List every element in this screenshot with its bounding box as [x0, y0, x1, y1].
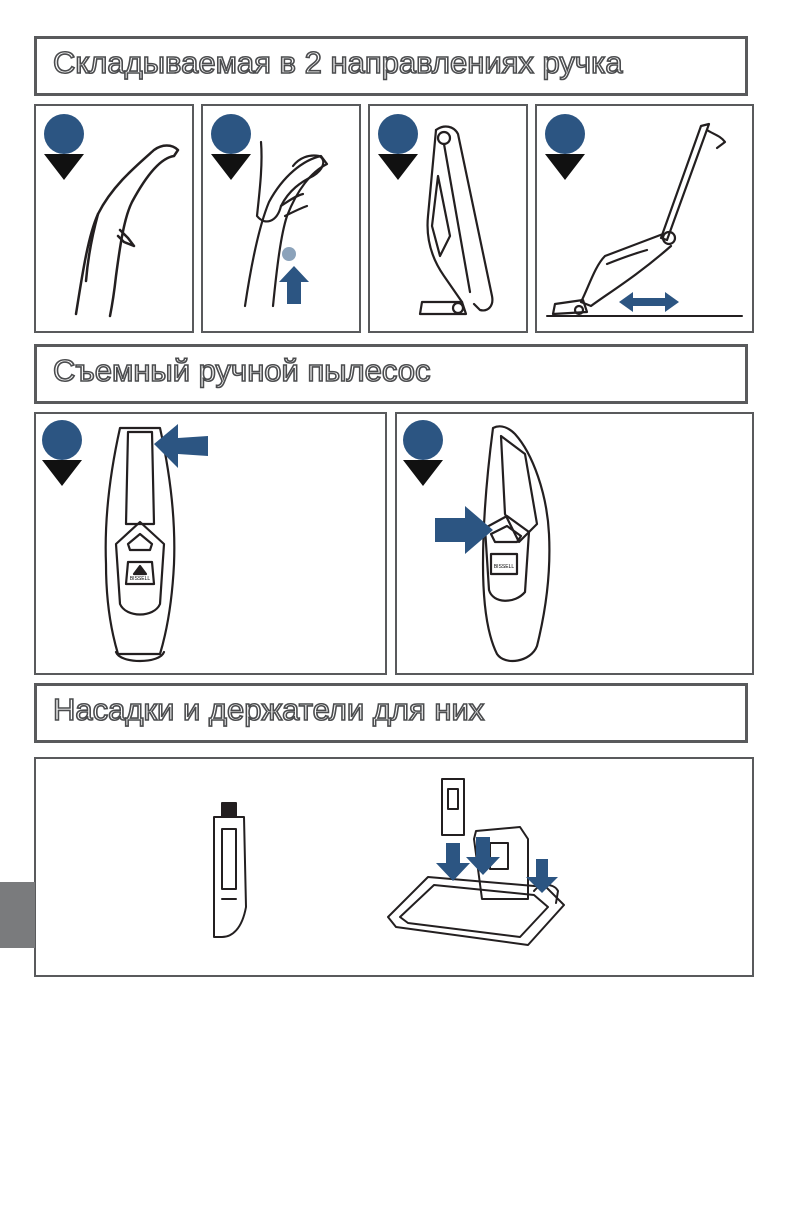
section-title-text: Насадки и держатели для них [53, 692, 485, 727]
push-arrow-icon [279, 266, 309, 304]
handheld-panel-1 [34, 412, 387, 675]
handle-illustration [76, 146, 178, 317]
handheld-side-illustration [483, 426, 549, 661]
section-title-text: Складываемая в 2 направлениях ручка [53, 45, 623, 80]
folded-vacuum-illustration [420, 127, 492, 314]
section-title-text: Съемный ручной пылесос [53, 353, 431, 388]
step-marker-icon [44, 114, 84, 180]
double-arrow-icon [619, 292, 679, 312]
device-brand-label: BISSELL [129, 576, 151, 582]
down-arrow-icon [526, 859, 558, 893]
step-panel-4 [535, 104, 754, 333]
handheld-front-illustration [106, 428, 175, 661]
device-brand-label: BISSELL [493, 564, 515, 570]
step-panel-3 [368, 104, 528, 333]
step-marker-icon [378, 114, 418, 180]
section-title-attachments [34, 683, 748, 743]
step-panel-2 [201, 104, 361, 333]
side-tab [0, 882, 35, 948]
section-title-folding-handle [34, 36, 748, 96]
vacuum-in-use-illustration [547, 124, 742, 316]
down-arrow-icon [436, 843, 470, 881]
handheld-panel-2 [395, 412, 754, 675]
step-marker-icon [403, 420, 443, 486]
step-marker-icon [211, 114, 251, 180]
attachments-panel [34, 757, 754, 977]
push-arrow-icon [154, 424, 208, 468]
step-panel-1 [34, 104, 194, 333]
step-marker-icon [545, 114, 585, 180]
section-title-handheld [34, 344, 748, 404]
step-marker-icon [42, 420, 82, 486]
crevice-brush-tool-illustration [214, 803, 246, 937]
